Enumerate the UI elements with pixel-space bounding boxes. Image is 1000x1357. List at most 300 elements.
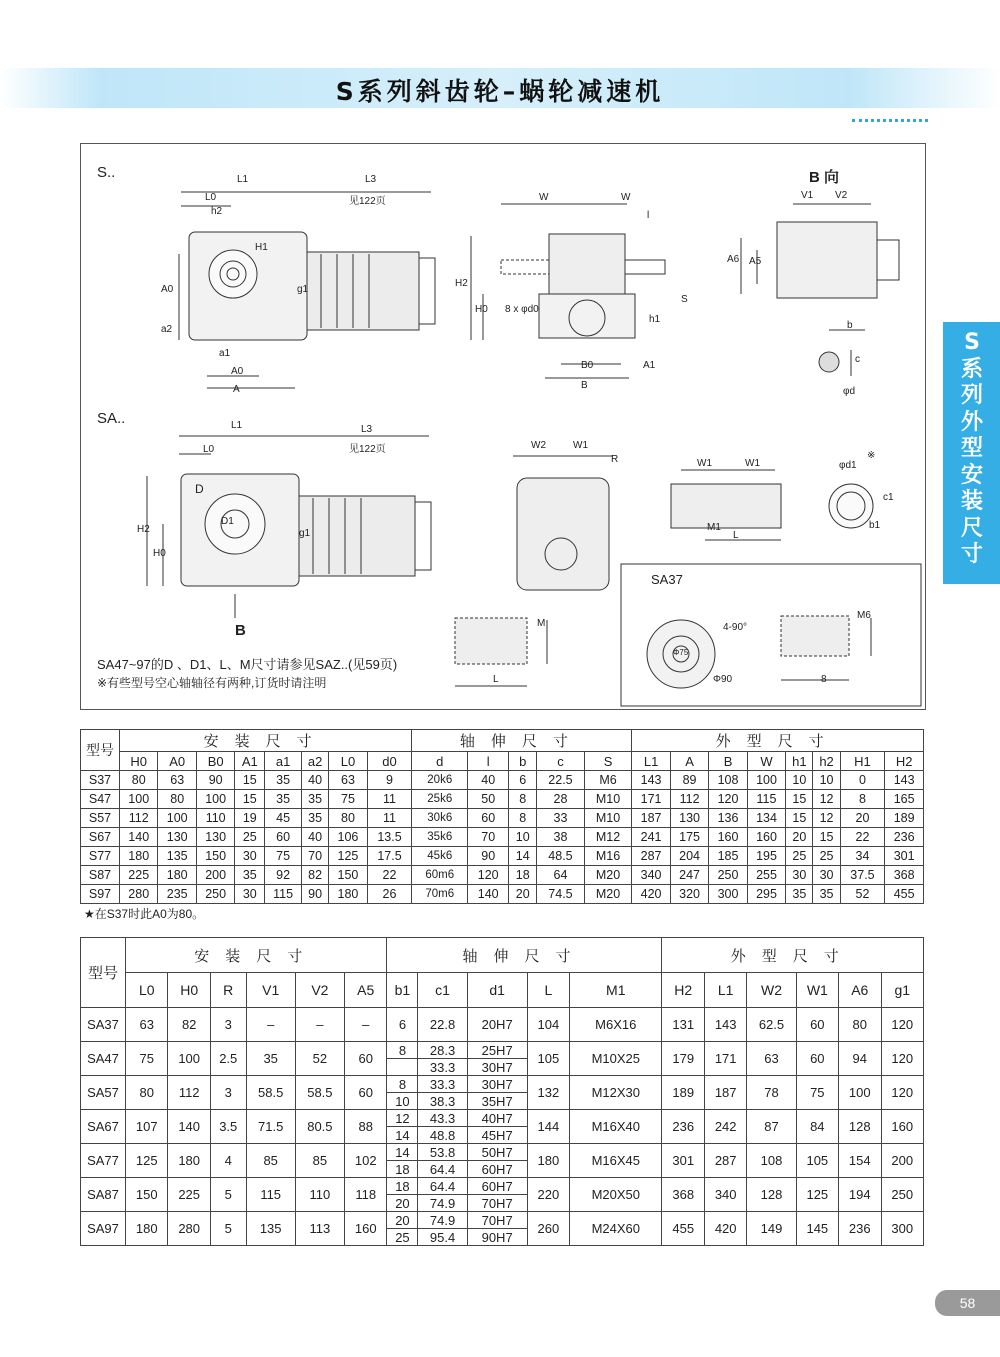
- note-saz-reference: SA47~97的D 、D1、L、M尺寸请参见SAZ..(见59页): [97, 657, 398, 672]
- table-cell: 94: [839, 1042, 881, 1076]
- table2-col-header: d1: [467, 973, 527, 1008]
- table2-model-header: 型号: [81, 938, 126, 1008]
- table-cell: 35: [235, 866, 265, 885]
- table-cell: 185: [709, 847, 747, 866]
- table-row: [81, 1212, 924, 1229]
- dim-w1-right: W1: [745, 458, 760, 469]
- table-cell: 180: [126, 1212, 168, 1246]
- label-sa: SA..: [97, 410, 126, 427]
- table-cell: 8: [509, 809, 537, 828]
- s-series-table: [80, 729, 924, 904]
- table1-col-header: b: [509, 752, 537, 771]
- table-cell: 30: [235, 847, 265, 866]
- table-cell: 180: [168, 1144, 210, 1178]
- dim-w-right: W: [621, 192, 631, 203]
- table1-col-header: A0: [158, 752, 196, 771]
- dim-phi75: Φ75: [673, 648, 689, 657]
- table1-col-header: l: [468, 752, 509, 771]
- table-cell: 20: [840, 809, 885, 828]
- table-cell: 35: [302, 809, 329, 828]
- table-cell: 95.4: [418, 1229, 467, 1246]
- dim-l-bolt: L: [493, 674, 499, 685]
- table-row-model: SA67: [81, 1110, 126, 1144]
- table-cell: 187: [704, 1076, 746, 1110]
- table-cell: 15: [813, 828, 840, 847]
- table-cell: 150: [126, 1178, 168, 1212]
- table2-col-header: W2: [747, 973, 796, 1008]
- table-cell: 35: [265, 790, 302, 809]
- table-cell: 301: [662, 1144, 704, 1178]
- table-cell: 128: [839, 1110, 881, 1144]
- table-cell: 100: [196, 790, 234, 809]
- table-cell: 33.3: [418, 1076, 467, 1093]
- table-cell: 12: [813, 790, 840, 809]
- table-cell: 20: [786, 828, 813, 847]
- table-cell: 62.5: [747, 1008, 796, 1042]
- table2-col-header: H0: [168, 973, 210, 1008]
- dim-b-key: b: [847, 320, 853, 331]
- table-cell: 45: [265, 809, 302, 828]
- table2-col-header: M1: [570, 973, 662, 1008]
- table-cell: 115: [246, 1178, 295, 1212]
- table-cell: M24X60: [570, 1212, 662, 1246]
- table-cell: 71.5: [246, 1110, 295, 1144]
- dim-a: A: [233, 384, 240, 395]
- table-cell: 63: [747, 1042, 796, 1076]
- dim-a6: A6: [727, 254, 740, 265]
- table-cell: 455: [885, 885, 924, 904]
- table-cell: 180: [120, 847, 158, 866]
- table-cell: 80: [120, 771, 158, 790]
- dim-l0-sa: L0: [203, 444, 215, 455]
- table1-col-header: d0: [367, 752, 412, 771]
- table-cell: 18: [387, 1161, 418, 1178]
- table-cell: 88: [344, 1110, 386, 1144]
- table-cell: 35: [813, 885, 840, 904]
- table-cell: 15: [786, 790, 813, 809]
- table-cell: 225: [120, 866, 158, 885]
- table-cell: 165: [885, 790, 924, 809]
- table-cell: 3: [210, 1008, 246, 1042]
- table2-group-install: 安装尺寸: [126, 938, 387, 973]
- table-cell: 200: [196, 866, 234, 885]
- table-cell: 74.5: [537, 885, 585, 904]
- table-cell: 4: [210, 1144, 246, 1178]
- table-cell: 25: [786, 847, 813, 866]
- table-cell: 8: [387, 1076, 418, 1093]
- table-cell: 60: [796, 1008, 838, 1042]
- table-row-model: S37: [81, 771, 120, 790]
- table-cell: 220: [527, 1178, 569, 1212]
- table-cell: 18: [509, 866, 537, 885]
- table2-col-header: L0: [126, 973, 168, 1008]
- table-cell: 200: [881, 1144, 924, 1178]
- table-cell: 3.5: [210, 1110, 246, 1144]
- table-cell: 82: [302, 866, 329, 885]
- table-cell: 80: [329, 809, 367, 828]
- table-cell: 60: [344, 1076, 386, 1110]
- table-cell: 150: [329, 866, 367, 885]
- table-cell: 48.8: [418, 1127, 467, 1144]
- label-b-view: B 向: [809, 169, 840, 186]
- dim-w-left: W: [539, 192, 549, 203]
- table-cell: 19: [235, 809, 265, 828]
- table-cell: –: [295, 1008, 344, 1042]
- table-cell: 135: [158, 847, 196, 866]
- table-cell: 150: [196, 847, 234, 866]
- table-cell: M16X45: [570, 1144, 662, 1178]
- table-cell: 160: [881, 1110, 924, 1144]
- table-cell: 20k6: [412, 771, 468, 790]
- table-cell: 15: [235, 790, 265, 809]
- table-cell: 135: [246, 1212, 295, 1246]
- table-cell: 136: [709, 809, 747, 828]
- dim-h2-front: H2: [455, 278, 468, 289]
- table-cell: 107: [126, 1110, 168, 1144]
- table-cell: M16X40: [570, 1110, 662, 1144]
- table-cell: 420: [704, 1212, 746, 1246]
- table1-col-header: B0: [196, 752, 234, 771]
- table-cell: 143: [632, 771, 670, 790]
- table-cell: 28: [537, 790, 585, 809]
- table-cell: 300: [709, 885, 747, 904]
- table-cell: 10: [387, 1093, 418, 1110]
- dim-c1: c1: [883, 492, 894, 503]
- table2-group-row: [81, 938, 924, 973]
- dim-d-key: φd: [843, 386, 856, 397]
- table-cell: 120: [468, 866, 509, 885]
- table-cell: M10: [584, 809, 632, 828]
- table-cell: 63: [329, 771, 367, 790]
- dim-h1-front: h1: [649, 314, 661, 325]
- table-cell: 160: [344, 1212, 386, 1246]
- table1-header-row: [81, 752, 924, 771]
- dim-eight: 8: [821, 674, 827, 685]
- dim-v1: V1: [801, 190, 814, 201]
- sa-motor-body: [299, 496, 415, 576]
- table1-model-header: 型号: [81, 730, 120, 771]
- table-cell: 112: [120, 809, 158, 828]
- table-cell: 45H7: [467, 1127, 527, 1144]
- table-cell: 10: [509, 828, 537, 847]
- side-tab: [943, 322, 1000, 584]
- table-cell: 149: [747, 1212, 796, 1246]
- table-cell: 236: [885, 828, 924, 847]
- dim-b1: b1: [869, 520, 881, 531]
- table-row: [81, 847, 924, 866]
- table-cell: 12: [387, 1110, 418, 1127]
- table-cell: 189: [662, 1076, 704, 1110]
- table2-col-header: A6: [839, 973, 881, 1008]
- table1-group-install: 安装尺寸: [120, 730, 412, 752]
- label-sa37: SA37: [651, 572, 683, 587]
- table-cell: 130: [158, 828, 196, 847]
- table2-col-header: L1: [704, 973, 746, 1008]
- page-title: S系列斜齿轮–蜗轮减速机: [335, 77, 665, 106]
- table-cell: –: [344, 1008, 386, 1042]
- dim-hole: 8 x φd0: [505, 304, 539, 315]
- table-cell: 175: [670, 828, 708, 847]
- table-cell: –: [246, 1008, 295, 1042]
- table-cell: 33.3: [418, 1059, 467, 1076]
- table-cell: 154: [839, 1144, 881, 1178]
- dim-l3: L3: [365, 174, 377, 185]
- dim-g1: g1: [297, 284, 309, 295]
- table-cell: 75: [265, 847, 302, 866]
- table-row-model: SA97: [81, 1212, 126, 1246]
- table-row: [81, 1110, 924, 1127]
- table-cell: 8: [840, 790, 885, 809]
- dim-b: B: [581, 380, 588, 391]
- table-cell: 100: [120, 790, 158, 809]
- table-cell: M6: [584, 771, 632, 790]
- table-cell: 145: [796, 1212, 838, 1246]
- table-cell: 125: [126, 1144, 168, 1178]
- table1-col-header: c: [537, 752, 585, 771]
- table-cell: 85: [295, 1144, 344, 1178]
- table-cell: 340: [704, 1178, 746, 1212]
- table-cell: 75: [796, 1076, 838, 1110]
- table-cell: 287: [632, 847, 670, 866]
- table-cell: M10: [584, 790, 632, 809]
- table-cell: 100: [168, 1042, 210, 1076]
- table-cell: 130: [670, 809, 708, 828]
- table-cell: 301: [885, 847, 924, 866]
- table-cell: 80: [839, 1008, 881, 1042]
- table-cell: 18: [387, 1178, 418, 1195]
- dim-m6: M6: [857, 610, 871, 621]
- table-cell: 105: [796, 1144, 838, 1178]
- table-cell: 14: [509, 847, 537, 866]
- table-cell: 280: [168, 1212, 210, 1246]
- table-cell: 20: [509, 885, 537, 904]
- table2-col-header: R: [210, 973, 246, 1008]
- table-cell: 14: [387, 1127, 418, 1144]
- table-cell: 13.5: [367, 828, 412, 847]
- table-cell: 131: [662, 1008, 704, 1042]
- dim-c-key: c: [855, 354, 860, 365]
- table-cell: 102: [344, 1144, 386, 1178]
- table-cell: 35: [265, 771, 302, 790]
- table-cell: 25H7: [467, 1042, 527, 1059]
- table-cell: 22.5: [537, 771, 585, 790]
- table2-group-shaft: 轴伸尺寸: [387, 938, 662, 973]
- table-row-model: S57: [81, 809, 120, 828]
- dim-l-sa: L: [733, 530, 739, 541]
- s-motor-body: [307, 252, 419, 330]
- table-cell: 60: [796, 1042, 838, 1076]
- table-cell: 58.5: [246, 1076, 295, 1110]
- table-row-model: S87: [81, 866, 120, 885]
- dim-h2-sa: H2: [137, 524, 150, 535]
- table-row-model: S77: [81, 847, 120, 866]
- drawing-svg: [81, 144, 925, 709]
- table-cell: 255: [747, 866, 785, 885]
- table-cell: 247: [670, 866, 708, 885]
- table-cell: 189: [885, 809, 924, 828]
- table-row-model: S97: [81, 885, 120, 904]
- table-cell: 70: [302, 847, 329, 866]
- table-row: [81, 885, 924, 904]
- table-cell: 35: [786, 885, 813, 904]
- table-cell: 35H7: [467, 1093, 527, 1110]
- table-cell: 20: [387, 1195, 418, 1212]
- dim-w1-left: W1: [697, 458, 712, 469]
- table-cell: 74.9: [418, 1195, 467, 1212]
- table-cell: 455: [662, 1212, 704, 1246]
- table-cell: 89: [670, 771, 708, 790]
- table2-group-outline: 外型尺寸: [662, 938, 924, 973]
- table-cell: 35: [302, 790, 329, 809]
- table-cell: 120: [709, 790, 747, 809]
- table-cell: 112: [670, 790, 708, 809]
- dim-h2: h2: [211, 206, 223, 217]
- table-cell: 78: [747, 1076, 796, 1110]
- table-cell: 130: [196, 828, 234, 847]
- table-cell: 140: [168, 1110, 210, 1144]
- table-row-model: SA57: [81, 1076, 126, 1110]
- table-cell: 11: [367, 790, 412, 809]
- dim-g1-sa: g1: [299, 528, 311, 539]
- table-cell: 241: [632, 828, 670, 847]
- table-cell: 8: [509, 790, 537, 809]
- table-cell: 180: [527, 1144, 569, 1178]
- table-cell: 368: [885, 866, 924, 885]
- table-cell: 25k6: [412, 790, 468, 809]
- table-cell: 236: [839, 1212, 881, 1246]
- table-cell: 22: [840, 828, 885, 847]
- table2-col-header: A5: [344, 973, 386, 1008]
- table-cell: 22: [367, 866, 412, 885]
- table-cell: 368: [662, 1178, 704, 1212]
- table-cell: 48.5: [537, 847, 585, 866]
- table-cell: 28.3: [418, 1042, 467, 1059]
- table-cell: 110: [295, 1178, 344, 1212]
- table-cell: 120: [881, 1042, 924, 1076]
- table-cell: 92: [265, 866, 302, 885]
- table-cell: 35: [246, 1042, 295, 1076]
- table-cell: 70: [468, 828, 509, 847]
- table-cell: 30k6: [412, 809, 468, 828]
- table-cell: 187: [632, 809, 670, 828]
- table-cell: 171: [632, 790, 670, 809]
- table-cell: 115: [265, 885, 302, 904]
- table-row-model: S67: [81, 828, 120, 847]
- table-cell: 40H7: [467, 1110, 527, 1127]
- dim-star: ※: [867, 450, 876, 461]
- table-cell: 80: [158, 790, 196, 809]
- table-row: [81, 1144, 924, 1161]
- table-cell: 15: [235, 771, 265, 790]
- table-cell: 115: [747, 790, 785, 809]
- table-cell: 160: [747, 828, 785, 847]
- table-cell: 20H7: [467, 1008, 527, 1042]
- table1-col-header: B: [709, 752, 747, 771]
- dim-h0-front: H0: [475, 304, 488, 315]
- table-cell: 110: [196, 809, 234, 828]
- table-cell: 340: [632, 866, 670, 885]
- table-cell: 87: [747, 1110, 796, 1144]
- table-cell: 225: [168, 1178, 210, 1212]
- table-cell: 80: [126, 1076, 168, 1110]
- table2-col-header: g1: [881, 973, 924, 1008]
- table-cell: 52: [295, 1042, 344, 1076]
- table-cell: 63: [158, 771, 196, 790]
- dim-r-sa: R: [611, 454, 619, 465]
- table-cell: 70H7: [467, 1195, 527, 1212]
- table-cell: 160: [709, 828, 747, 847]
- table1-col-header: A1: [235, 752, 265, 771]
- table-cell: 120: [881, 1008, 924, 1042]
- dim-h1: H1: [255, 242, 268, 253]
- dim-l3-sa: L3: [361, 424, 373, 435]
- table-cell: 11: [367, 809, 412, 828]
- table-cell: 64.4: [418, 1161, 467, 1178]
- dim-a1: a1: [219, 348, 231, 359]
- table-cell: 52: [840, 885, 885, 904]
- dim-h0-sa: H0: [153, 548, 166, 559]
- table-cell: 113: [295, 1212, 344, 1246]
- table-cell: 25: [387, 1229, 418, 1246]
- table-cell: 108: [709, 771, 747, 790]
- dim-a5: A5: [749, 256, 762, 267]
- table-cell: 134: [747, 809, 785, 828]
- table-cell: 64.4: [418, 1178, 467, 1195]
- dim-w2-sa: W2: [531, 440, 546, 451]
- table-cell: 30: [235, 885, 265, 904]
- table-cell: 100: [839, 1076, 881, 1110]
- table-cell: 60: [265, 828, 302, 847]
- table-cell: M20: [584, 885, 632, 904]
- table1-col-header: a1: [265, 752, 302, 771]
- table-cell: 194: [839, 1178, 881, 1212]
- table-cell: 0: [840, 771, 885, 790]
- table-cell: 143: [704, 1008, 746, 1042]
- table-cell: 70H7: [467, 1212, 527, 1229]
- table-cell: 38.3: [418, 1093, 467, 1110]
- table-cell: 50H7: [467, 1144, 527, 1161]
- table-cell: 60m6: [412, 866, 468, 885]
- table-cell: 63: [126, 1008, 168, 1042]
- dim-a0: A0: [161, 284, 174, 295]
- table-cell: 171: [704, 1042, 746, 1076]
- table-cell: M20: [584, 866, 632, 885]
- table1-col-header: W: [747, 752, 785, 771]
- table-cell: 6: [387, 1008, 418, 1042]
- table-cell: 250: [196, 885, 234, 904]
- table-cell: M12: [584, 828, 632, 847]
- dim-l0: L0: [205, 192, 217, 203]
- table-cell: 37.5: [840, 866, 885, 885]
- table-cell: 30: [813, 866, 840, 885]
- table-cell: 33: [537, 809, 585, 828]
- table-cell: 90: [302, 885, 329, 904]
- dim-b0: B0: [581, 360, 594, 371]
- table-cell: 75: [329, 790, 367, 809]
- dim-m-bolt: M: [537, 618, 546, 629]
- table2-col-header: b1: [387, 973, 418, 1008]
- table-cell: 14: [387, 1144, 418, 1161]
- label-s: S..: [97, 164, 116, 181]
- header-decoration: [852, 111, 928, 122]
- table-cell: 10: [813, 771, 840, 790]
- table-cell: 35k6: [412, 828, 468, 847]
- dim-s: S: [681, 294, 688, 305]
- table1-col-header: L0: [329, 752, 367, 771]
- table-cell: 112: [168, 1076, 210, 1110]
- table-cell: 90: [468, 847, 509, 866]
- dim-a1-front: A1: [643, 360, 656, 371]
